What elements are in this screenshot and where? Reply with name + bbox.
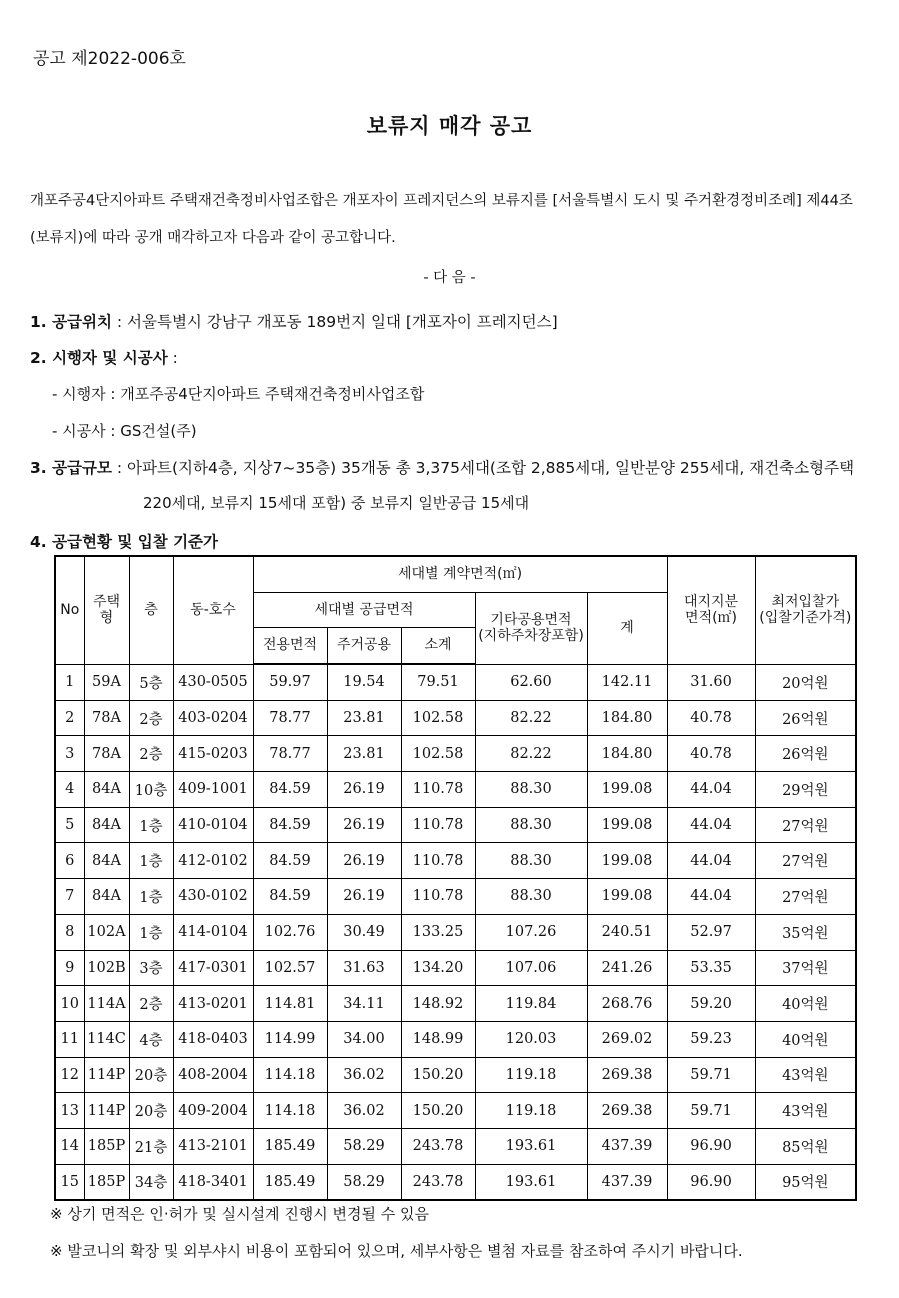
cell-other-common: 88.30 xyxy=(475,772,587,808)
cell-no: 14 xyxy=(55,1128,84,1164)
section-developer xyxy=(30,346,178,368)
cell-unit: 412-0102 xyxy=(173,843,253,879)
cell-unit: 410-0104 xyxy=(173,807,253,843)
cell-exclusive: 78.77 xyxy=(253,736,327,772)
header-exclusive: 전용면적 xyxy=(253,628,327,665)
cell-other-common: 88.30 xyxy=(475,843,587,879)
cell-unit: 408-2004 xyxy=(173,1057,253,1093)
cell-exclusive: 78.77 xyxy=(253,700,327,736)
cell-unit: 415-0203 xyxy=(173,736,253,772)
cell-common: 58.29 xyxy=(327,1128,401,1164)
cell-min-bid: 27억원 xyxy=(755,843,856,879)
cell-common: 36.02 xyxy=(327,1093,401,1129)
cell-total: 199.08 xyxy=(587,879,667,915)
cell-no: 15 xyxy=(55,1164,84,1200)
developer-line: - 시행자 : 개포주공4단지아파트 주택재건축정비사업조합 xyxy=(52,385,425,403)
cell-floor: 1층 xyxy=(129,843,173,879)
cell-total: 437.39 xyxy=(587,1164,667,1200)
cell-common: 34.11 xyxy=(327,986,401,1022)
table-row xyxy=(55,772,856,808)
cell-other-common: 120.03 xyxy=(475,1021,587,1057)
cell-no: 10 xyxy=(55,986,84,1022)
cell-total: 241.26 xyxy=(587,950,667,986)
cell-unit: 414-0104 xyxy=(173,914,253,950)
table-row xyxy=(55,700,856,736)
cell-subtotal: 133.25 xyxy=(401,914,475,950)
cell-exclusive: 102.76 xyxy=(253,914,327,950)
intro-line-1: 개포주공4단지아파트 주택재건축정비사업조합은 개포자이 프레지던스의 보류지를 [서울특별시 도시 및 주거환경정비조례] 제44조 xyxy=(30,193,853,209)
cell-floor: 2층 xyxy=(129,986,173,1022)
table-row xyxy=(55,1128,856,1164)
cell-common: 36.02 xyxy=(327,1057,401,1093)
section-supply-status xyxy=(30,530,218,552)
cell-exclusive: 59.97 xyxy=(253,664,327,700)
cell-no: 1 xyxy=(55,664,84,700)
cell-other-common: 88.30 xyxy=(475,807,587,843)
cell-other-common: 82.22 xyxy=(475,736,587,772)
header-min-bid: 최저입찰가 (입찰기준가격) xyxy=(755,556,856,664)
cell-land-share: 59.23 xyxy=(667,1021,755,1057)
cell-land-share: 44.04 xyxy=(667,772,755,808)
cell-total: 199.08 xyxy=(587,843,667,879)
cell-unit: 409-1001 xyxy=(173,772,253,808)
section-heading: 3. 공급규모 xyxy=(30,459,112,477)
cell-no: 7 xyxy=(55,879,84,915)
cell-unit: 418-3401 xyxy=(173,1164,253,1200)
cell-other-common: 107.06 xyxy=(475,950,587,986)
section-supply-scale xyxy=(30,456,854,478)
cell-total: 184.80 xyxy=(587,700,667,736)
cell-floor: 3층 xyxy=(129,950,173,986)
cell-common: 58.29 xyxy=(327,1164,401,1200)
cell-house-type: 84A xyxy=(84,807,129,843)
header-house-type: 주택 형 xyxy=(84,556,129,664)
cell-total: 184.80 xyxy=(587,736,667,772)
cell-floor: 2층 xyxy=(129,700,173,736)
cell-other-common: 107.26 xyxy=(475,914,587,950)
cell-exclusive: 84.59 xyxy=(253,843,327,879)
cell-house-type: 84A xyxy=(84,772,129,808)
cell-floor: 21층 xyxy=(129,1128,173,1164)
cell-min-bid: 37억원 xyxy=(755,950,856,986)
cell-house-type: 78A xyxy=(84,700,129,736)
cell-other-common: 62.60 xyxy=(475,664,587,700)
intro-line-2: (보류지)에 따라 공개 매각하고자 다음과 같이 공고합니다. xyxy=(30,230,396,246)
cell-no: 6 xyxy=(55,843,84,879)
cell-house-type: 59A xyxy=(84,664,129,700)
cell-min-bid: 35억원 xyxy=(755,914,856,950)
cell-house-type: 114P xyxy=(84,1093,129,1129)
table-row xyxy=(55,914,856,950)
cell-floor: 5층 xyxy=(129,664,173,700)
table-row xyxy=(55,807,856,843)
cell-common: 34.00 xyxy=(327,1021,401,1057)
header-subtotal: 소계 xyxy=(401,628,475,665)
cell-subtotal: 110.78 xyxy=(401,879,475,915)
cell-land-share: 31.60 xyxy=(667,664,755,700)
cell-land-share: 52.97 xyxy=(667,914,755,950)
cell-no: 5 xyxy=(55,807,84,843)
table-row xyxy=(55,950,856,986)
cell-subtotal: 134.20 xyxy=(401,950,475,986)
cell-floor: 2층 xyxy=(129,736,173,772)
cell-no: 4 xyxy=(55,772,84,808)
header-supply-area: 세대별 공급면적 xyxy=(253,593,475,628)
cell-floor: 10층 xyxy=(129,772,173,808)
cell-exclusive: 114.18 xyxy=(253,1057,327,1093)
table-row xyxy=(55,879,856,915)
table-row xyxy=(55,1057,856,1093)
cell-exclusive: 84.59 xyxy=(253,772,327,808)
cell-total: 199.08 xyxy=(587,772,667,808)
cell-no: 8 xyxy=(55,914,84,950)
cell-subtotal: 148.99 xyxy=(401,1021,475,1057)
cell-min-bid: 29억원 xyxy=(755,772,856,808)
cell-subtotal: 148.92 xyxy=(401,986,475,1022)
cell-exclusive: 185.49 xyxy=(253,1164,327,1200)
cell-min-bid: 26억원 xyxy=(755,736,856,772)
cell-other-common: 193.61 xyxy=(475,1164,587,1200)
cell-total: 269.02 xyxy=(587,1021,667,1057)
cell-unit: 409-2004 xyxy=(173,1093,253,1129)
cell-total: 240.51 xyxy=(587,914,667,950)
cell-other-common: 88.30 xyxy=(475,879,587,915)
section-heading: 4. 공급현황 및 입찰 기준가 xyxy=(30,533,218,551)
section-text: : xyxy=(167,349,178,367)
cell-unit: 413-2101 xyxy=(173,1128,253,1164)
cell-other-common: 119.84 xyxy=(475,986,587,1022)
divider-heading: - 다 음 - xyxy=(423,270,476,286)
table-row xyxy=(55,986,856,1022)
cell-subtotal: 243.78 xyxy=(401,1128,475,1164)
note-balcony: ※ 발코니의 확장 및 외부샤시 비용이 포함되어 있으며, 세부사항은 별첨 자료를 참조하여 주시기 바랍니다. xyxy=(50,1242,743,1260)
header-other-common: 기타공용면적 (지하주차장포함) xyxy=(475,593,587,665)
cell-house-type: 102A xyxy=(84,914,129,950)
cell-floor: 4층 xyxy=(129,1021,173,1057)
cell-subtotal: 102.58 xyxy=(401,736,475,772)
cell-min-bid: 40억원 xyxy=(755,986,856,1022)
cell-exclusive: 114.18 xyxy=(253,1093,327,1129)
header-land-share: 대지지분 면적(㎡) xyxy=(667,556,755,664)
cell-house-type: 114P xyxy=(84,1057,129,1093)
table-row xyxy=(55,664,856,700)
cell-min-bid: 27억원 xyxy=(755,879,856,915)
cell-subtotal: 110.78 xyxy=(401,772,475,808)
cell-house-type: 78A xyxy=(84,736,129,772)
cell-total: 269.38 xyxy=(587,1057,667,1093)
supply-scale-continued: 220세대, 보류지 15세대 포함) 중 보류지 일반공급 15세대 xyxy=(143,494,530,512)
cell-house-type: 185P xyxy=(84,1128,129,1164)
cell-unit: 418-0403 xyxy=(173,1021,253,1057)
table-row xyxy=(55,1164,856,1200)
section-supply-location xyxy=(30,310,558,332)
cell-land-share: 59.71 xyxy=(667,1057,755,1093)
cell-other-common: 193.61 xyxy=(475,1128,587,1164)
cell-subtotal: 110.78 xyxy=(401,843,475,879)
cell-no: 2 xyxy=(55,700,84,736)
cell-land-share: 40.78 xyxy=(667,700,755,736)
table-row xyxy=(55,1021,856,1057)
cell-house-type: 84A xyxy=(84,843,129,879)
cell-no: 11 xyxy=(55,1021,84,1057)
cell-subtotal: 150.20 xyxy=(401,1093,475,1129)
cell-floor: 34층 xyxy=(129,1164,173,1200)
header-total: 계 xyxy=(587,593,667,665)
table-row xyxy=(55,843,856,879)
cell-exclusive: 114.81 xyxy=(253,986,327,1022)
cell-exclusive: 114.99 xyxy=(253,1021,327,1057)
cell-land-share: 96.90 xyxy=(667,1164,755,1200)
cell-min-bid: 95억원 xyxy=(755,1164,856,1200)
cell-min-bid: 40억원 xyxy=(755,1021,856,1057)
cell-common: 26.19 xyxy=(327,772,401,808)
page-title: 보류지 매각 공고 xyxy=(366,114,533,138)
cell-floor: 1층 xyxy=(129,879,173,915)
header-unit: 동-호수 xyxy=(173,556,253,664)
cell-subtotal: 150.20 xyxy=(401,1057,475,1093)
cell-min-bid: 26억원 xyxy=(755,700,856,736)
cell-common: 23.81 xyxy=(327,736,401,772)
cell-land-share: 96.90 xyxy=(667,1128,755,1164)
cell-house-type: 114C xyxy=(84,1021,129,1057)
cell-floor: 20층 xyxy=(129,1093,173,1129)
cell-exclusive: 84.59 xyxy=(253,807,327,843)
contractor-line: - 시공사 : GS건설(주) xyxy=(52,422,197,440)
cell-unit: 413-0201 xyxy=(173,986,253,1022)
cell-no: 12 xyxy=(55,1057,84,1093)
cell-min-bid: 27억원 xyxy=(755,807,856,843)
cell-land-share: 40.78 xyxy=(667,736,755,772)
cell-common: 26.19 xyxy=(327,843,401,879)
header-common: 주거공용 xyxy=(327,628,401,665)
cell-unit: 403-0204 xyxy=(173,700,253,736)
table-row xyxy=(55,1093,856,1129)
cell-min-bid: 43억원 xyxy=(755,1057,856,1093)
cell-common: 30.49 xyxy=(327,914,401,950)
cell-no: 13 xyxy=(55,1093,84,1129)
section-heading: 2. 시행자 및 시공사 xyxy=(30,349,168,367)
cell-land-share: 53.35 xyxy=(667,950,755,986)
cell-other-common: 82.22 xyxy=(475,700,587,736)
section-text: : 서울특별시 강남구 개포동 189번지 일대 [개포자이 프레지던스] xyxy=(111,313,558,331)
cell-unit: 430-0505 xyxy=(173,664,253,700)
cell-no: 9 xyxy=(55,950,84,986)
cell-min-bid: 85억원 xyxy=(755,1128,856,1164)
cell-total: 268.76 xyxy=(587,986,667,1022)
cell-unit: 417-0301 xyxy=(173,950,253,986)
cell-house-type: 102B xyxy=(84,950,129,986)
cell-unit: 430-0102 xyxy=(173,879,253,915)
cell-common: 26.19 xyxy=(327,807,401,843)
cell-other-common: 119.18 xyxy=(475,1057,587,1093)
supply-table xyxy=(54,555,857,1201)
cell-house-type: 84A xyxy=(84,879,129,915)
cell-total: 437.39 xyxy=(587,1128,667,1164)
cell-floor: 1층 xyxy=(129,807,173,843)
cell-min-bid: 43억원 xyxy=(755,1093,856,1129)
header-contract-area: 세대별 계약면적(㎡) xyxy=(253,556,667,593)
cell-land-share: 59.71 xyxy=(667,1093,755,1129)
cell-exclusive: 102.57 xyxy=(253,950,327,986)
cell-land-share: 44.04 xyxy=(667,807,755,843)
cell-exclusive: 84.59 xyxy=(253,879,327,915)
table-row xyxy=(55,736,856,772)
cell-land-share: 59.20 xyxy=(667,986,755,1022)
header-no: No xyxy=(55,556,84,664)
cell-subtotal: 79.51 xyxy=(401,664,475,700)
cell-common: 19.54 xyxy=(327,664,401,700)
cell-land-share: 44.04 xyxy=(667,843,755,879)
cell-subtotal: 243.78 xyxy=(401,1164,475,1200)
section-text: : 아파트(지하4층, 지상7~35층) 35개동 총 3,375세대(조합 2,885세대, 일반분양 255세대, 재건축소형주택 xyxy=(111,459,855,477)
cell-house-type: 185P xyxy=(84,1164,129,1200)
cell-total: 142.11 xyxy=(587,664,667,700)
header-floor: 층 xyxy=(129,556,173,664)
cell-floor: 20층 xyxy=(129,1057,173,1093)
cell-common: 23.81 xyxy=(327,700,401,736)
cell-exclusive: 185.49 xyxy=(253,1128,327,1164)
cell-no: 3 xyxy=(55,736,84,772)
cell-subtotal: 102.58 xyxy=(401,700,475,736)
cell-land-share: 44.04 xyxy=(667,879,755,915)
note-area-change: ※ 상기 면적은 인·허가 및 실시설계 진행시 변경될 수 있음 xyxy=(50,1205,430,1223)
cell-house-type: 114A xyxy=(84,986,129,1022)
cell-min-bid: 20억원 xyxy=(755,664,856,700)
cell-total: 269.38 xyxy=(587,1093,667,1129)
notice-number: 공고 제2022-006호 xyxy=(33,49,186,69)
cell-floor: 1층 xyxy=(129,914,173,950)
cell-common: 31.63 xyxy=(327,950,401,986)
cell-total: 199.08 xyxy=(587,807,667,843)
cell-subtotal: 110.78 xyxy=(401,807,475,843)
section-heading: 1. 공급위치 xyxy=(30,313,112,331)
cell-common: 26.19 xyxy=(327,879,401,915)
cell-other-common: 119.18 xyxy=(475,1093,587,1129)
